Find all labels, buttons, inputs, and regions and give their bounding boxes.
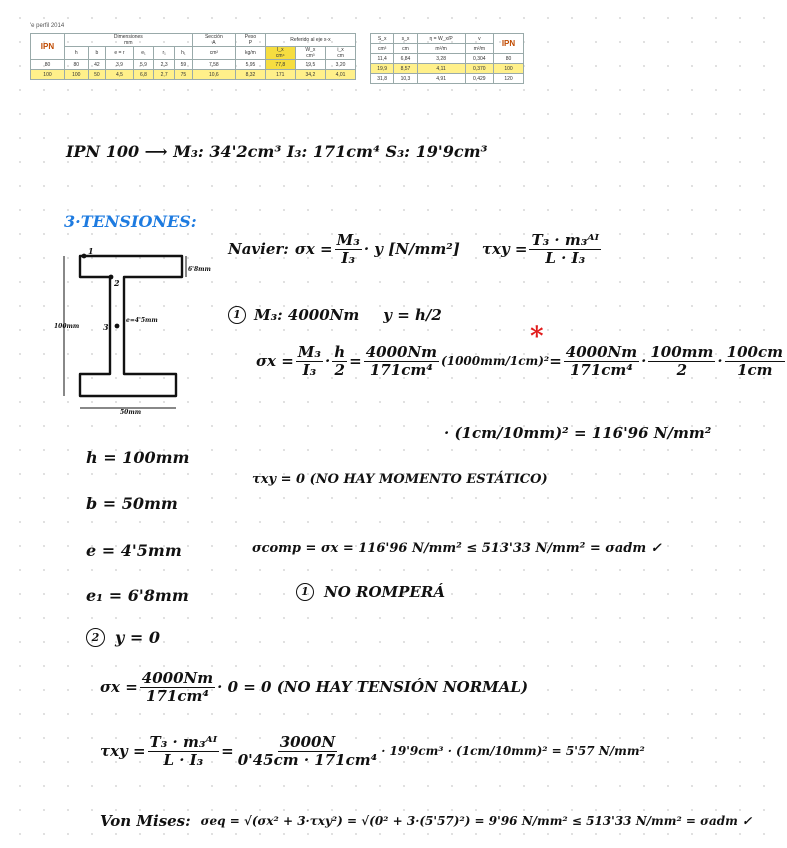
referido-header: Referido al eje x-x xyxy=(265,34,355,47)
sub-e: e = r xyxy=(106,47,133,60)
sigma-x-label: σx = xyxy=(294,240,333,258)
point-1-label: 1 xyxy=(88,246,94,256)
point-3-label: 3 xyxy=(103,322,109,332)
section-title: 3·TENSIONES: xyxy=(64,212,197,231)
v-header: v xyxy=(465,34,493,44)
sub-e1: e₁ xyxy=(133,47,154,60)
navier-fraction: $\frac{\text{M₃}}{\text{I₃}}$ xyxy=(336,231,360,267)
ipn-note: IPN 100 ⟶ M₃: 34'2cm³ I₃: 171cm⁴ S₃: 19'9cm³ xyxy=(66,142,488,161)
dim-e: e = 4'5mm xyxy=(86,541,182,560)
sub-b: b xyxy=(88,47,106,60)
tau-label: τxy = xyxy=(481,240,528,258)
point1-header xyxy=(228,306,442,324)
unit: cm xyxy=(394,44,417,54)
table-row: 11,4 6,84 3,28 0,304 80 xyxy=(371,54,524,64)
point-2-label: 2 xyxy=(114,278,120,288)
eta-header: η = W_x/P xyxy=(417,34,465,44)
point2-tau: τxy = $\frac{\text{T₃ · m₃ᴬᴵ}}{\text{L · I₃}}$ = $\frac{3000N}{\text{0'45cm · 171cm⁴}}$ · 19'9cm³ · (1cm/10mm)² = 5'57 N/mm² xyxy=(100,733,645,769)
table-row-highlighted: 19,9 8,57 4,11 0,370 100 xyxy=(371,64,524,74)
dim-h: h = 100mm xyxy=(86,448,190,467)
seccion-unit: cm² xyxy=(192,47,235,60)
table-row: 31,8 10,3 4,91 0,429 120 xyxy=(371,74,524,84)
peso-header: Peso P xyxy=(235,34,265,47)
sub-h: h xyxy=(64,47,88,60)
dim-b: b = 50mm xyxy=(86,494,178,513)
table-caption: 'e perfil 2014 xyxy=(30,23,65,29)
ref-ix2: i_x cm xyxy=(326,47,356,60)
point1-tau: τxy = 0 (NO HAY MOMENTO ESTÁTICO) xyxy=(252,472,548,487)
tau-fraction: $\frac{\text{T₃ · m₃ᴬᴵ}}{\text{L · I₃}}$ xyxy=(531,231,600,267)
table-row: 80 80 42 3,9 5,9 2,3 59 7,58 5,95 77,8 19,5 3,20 xyxy=(31,60,356,70)
web-dim: e=4'5mm xyxy=(126,317,158,324)
von-mises: Von Mises: σeq = √(σx² + 3·τxy²) = √(0² + 3·(5'57)²) = 9'96 N/mm² ≤ 513'33 N/mm² = σadm ✓ xyxy=(100,812,753,830)
navier-formula xyxy=(228,232,603,266)
point1-moment: M₃: 4000Nm xyxy=(254,306,360,324)
point2-sigma: σx = $\frac{4000Nm}{\text{171cm⁴}}$ · 0 = 0 (NO HAY TENSIÓN NORMAL) xyxy=(100,669,529,705)
table-row-highlighted: 100 100 50 4,5 6,8 2,7 75 10,6 8,32 171 34,2 4,01 xyxy=(31,70,356,80)
point-1 xyxy=(82,254,87,259)
height-dim: 100mm xyxy=(54,323,80,330)
ibeam-diagram xyxy=(54,244,211,416)
navier-label: Navier: xyxy=(228,240,289,258)
point-2 xyxy=(109,275,114,280)
point1-marker: 1 xyxy=(228,306,246,324)
navier-tail: · y [N/mm²] xyxy=(363,240,460,258)
sub-r1: r₁ xyxy=(154,47,175,60)
point1-result: · (1cm/10mm)² = 116'96 N/mm² xyxy=(444,424,712,442)
sx-header: S_x xyxy=(371,34,394,44)
ref-wx: W_x cm³ xyxy=(295,47,325,60)
dim-e1: e₁ = 6'8mm xyxy=(86,586,189,605)
sub-h1: h₁ xyxy=(174,47,192,60)
dimensiones-header: Dimensiones mm xyxy=(64,34,192,47)
seccion-header: Sección A xyxy=(192,34,235,47)
unit: cm³ xyxy=(371,44,394,54)
ipn-header-right: IPN xyxy=(494,34,524,54)
point1-y: y = h/2 xyxy=(383,306,442,324)
point-3 xyxy=(115,324,120,329)
flange-dim: 6'8mm xyxy=(188,266,211,273)
asterisk-mark: * xyxy=(530,322,544,352)
point1-sigma: σx = $\frac{\text{M₃}}{\text{I₃}}$ · $\frac{h}{2}$ = $\frac{4000Nm}{\text{171cm⁴}}$ (1000mm/1cm)² = $\frac{4000Nm}{\text{171cm⁴}}$ · $\frac{100mm}{2}$ · $\frac{100cm}{1cm}$ xyxy=(256,343,783,379)
width-dim: 50mm xyxy=(120,409,142,416)
point1-check: σcomp = σx = 116'96 N/mm² ≤ 513'33 N/mm² = σadm ✓ xyxy=(252,541,662,556)
peso-unit: kg/m xyxy=(235,47,265,60)
point2-header: 2 y = 0 xyxy=(86,628,160,647)
sx-small-header: s_x xyxy=(394,34,417,44)
ipn-header: IPN xyxy=(31,34,65,60)
unit: m²/m xyxy=(417,44,465,54)
point1-conclusion: 1 NO ROMPERÁ xyxy=(296,583,445,601)
unit: m²/m xyxy=(465,44,493,54)
ipn-table-right xyxy=(370,33,524,84)
ipn-table-left xyxy=(30,33,356,80)
ref-ix: I_x cm⁴ xyxy=(265,47,295,60)
